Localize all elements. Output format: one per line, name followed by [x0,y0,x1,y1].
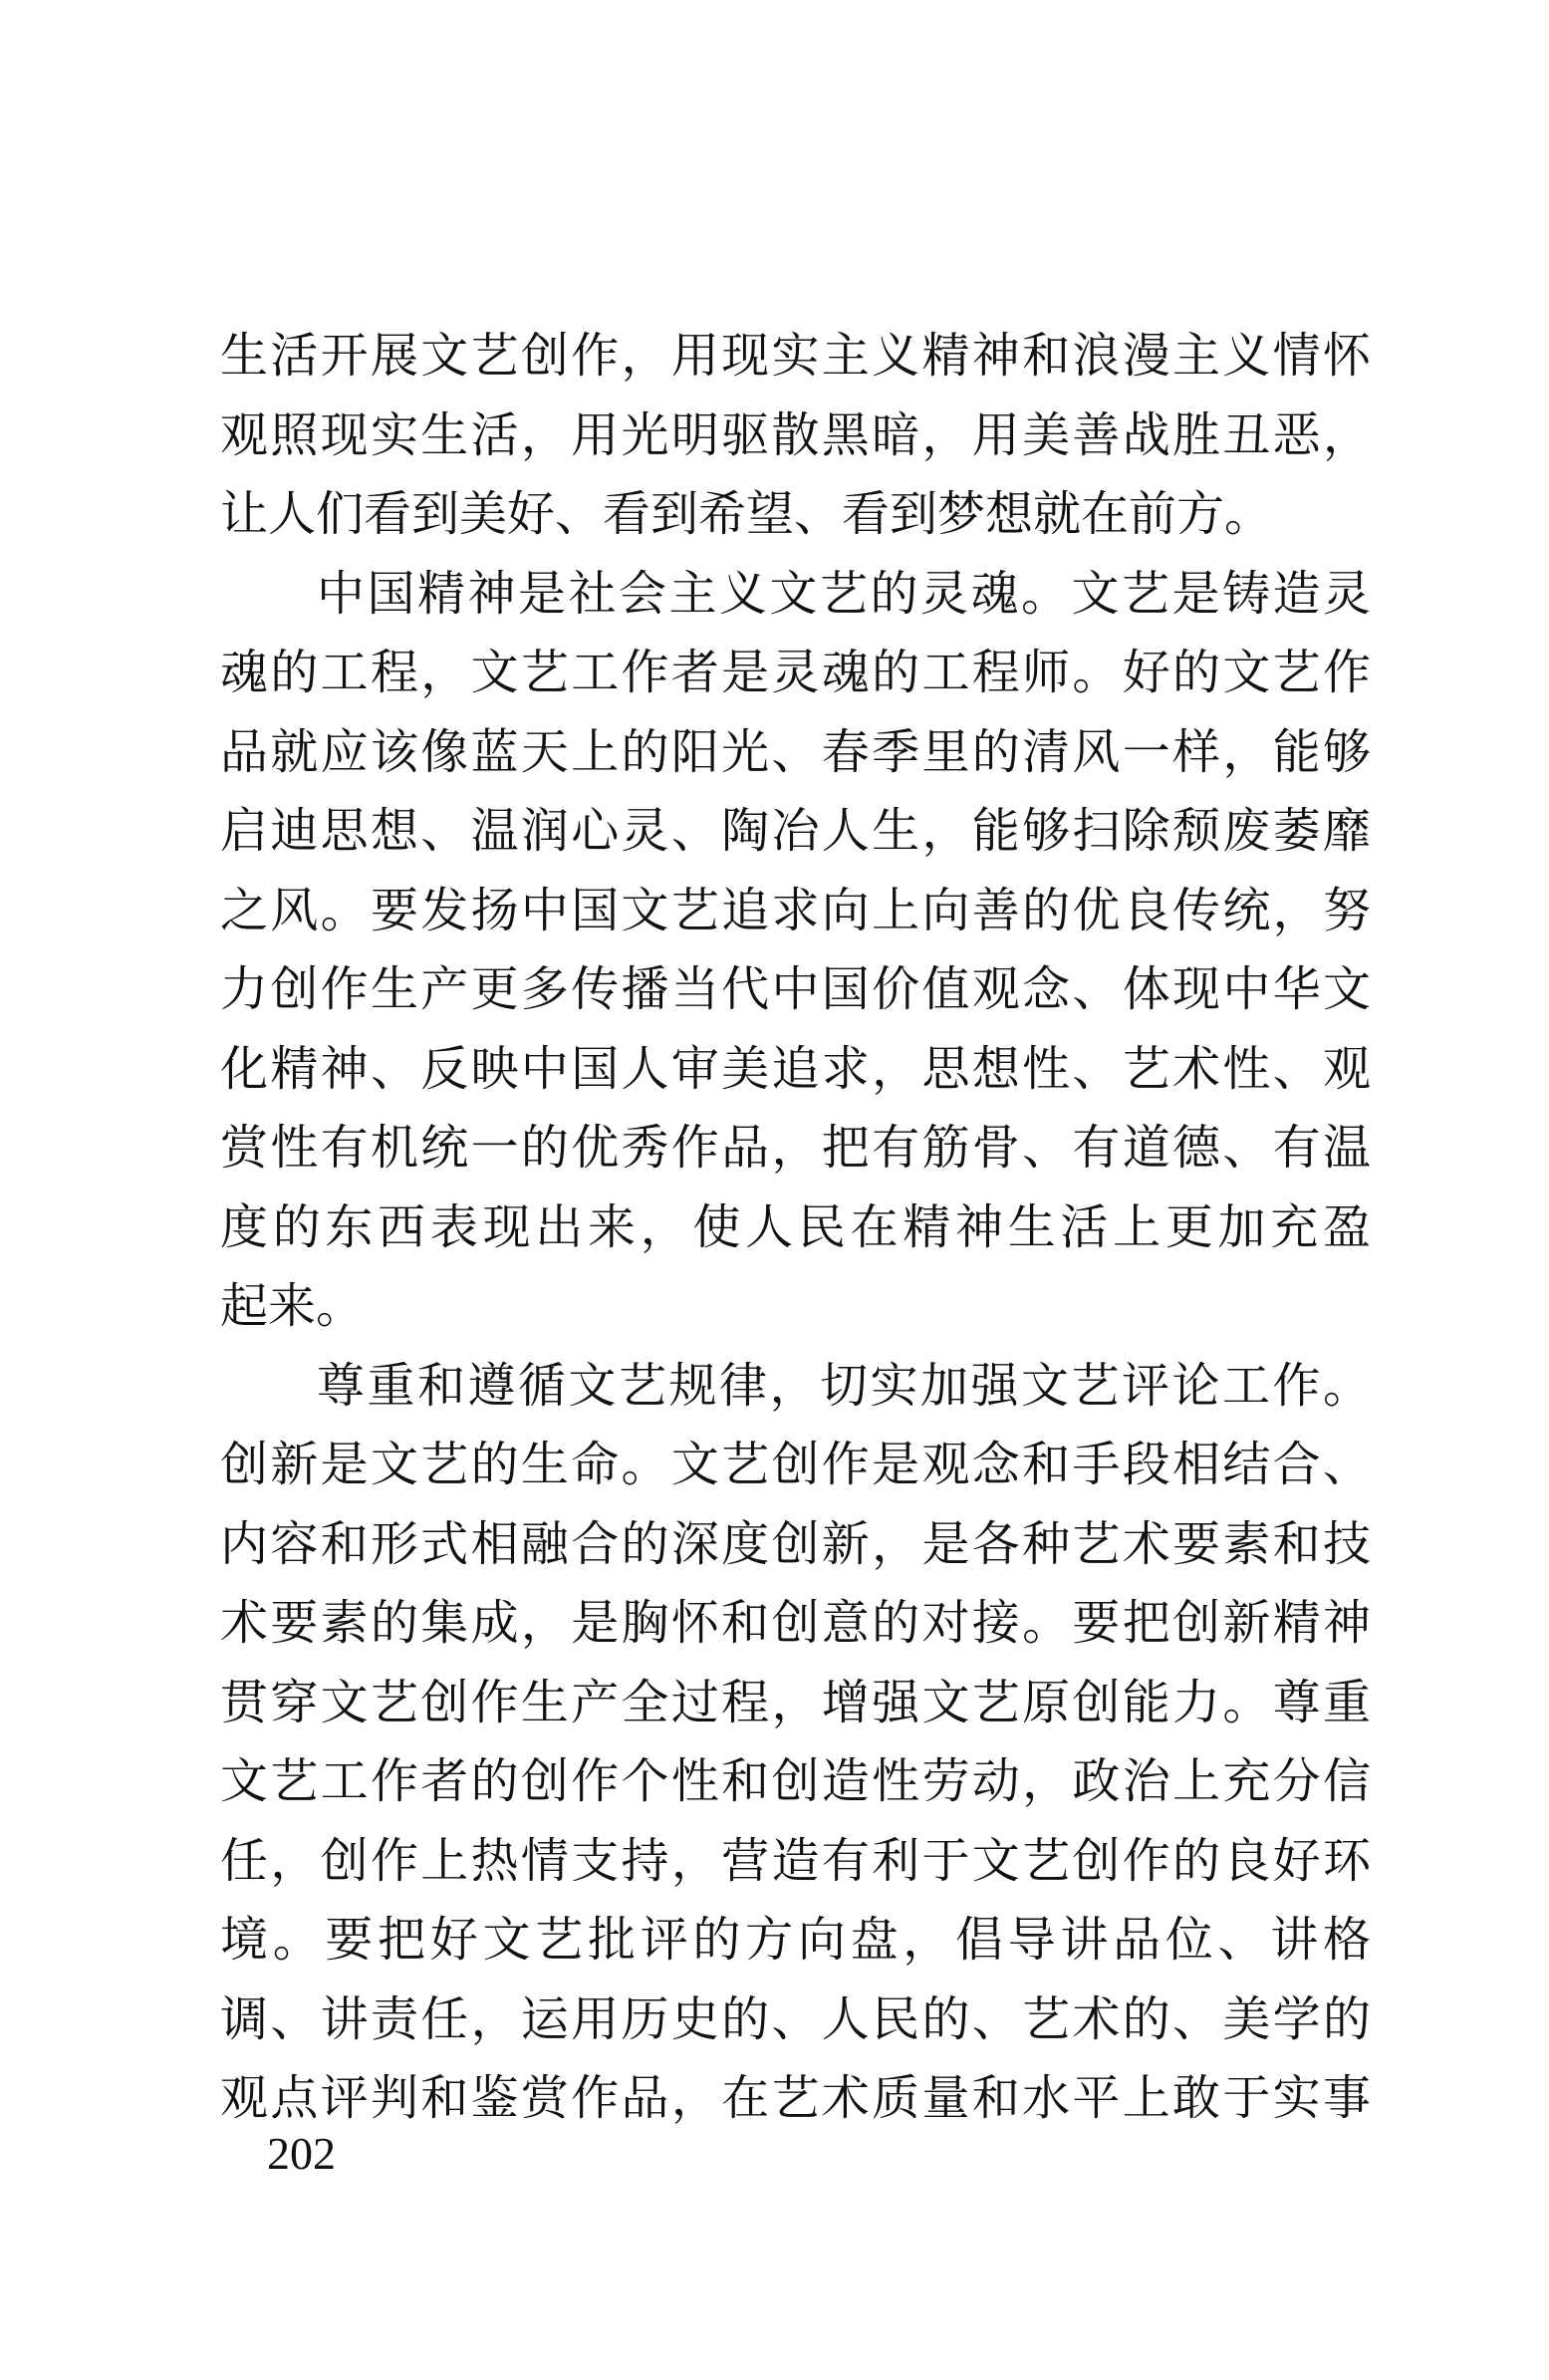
text-line: 内容和形式相融合的深度创新，是各种艺术要素和技 [220,1515,1371,1572]
text-line: 文艺工作者的创作个性和创造性劳动，政治上充分信 [220,1753,1371,1809]
text-line: 贯穿文艺创作生产全过程，增强文艺原创能力。尊重 [220,1674,1371,1730]
text-line: 创新是文艺的生命。文艺创作是观念和手段相结合、 [220,1437,1371,1492]
body-text [220,317,1371,2139]
text-line: 魂的工程，文艺工作者是灵魂的工程师。好的文艺作 [220,645,1371,700]
text-line: 境。要把好文艺批评的方向盘，倡导讲品位、讲格 [220,1912,1371,1968]
text-line: 之风。要发扬中国文艺追求向上向善的优良传统，努 [220,882,1371,938]
text-line: 生活开展文艺创作，用现实主义精神和浪漫主义情怀 [220,328,1371,384]
text-line: 起来。 [220,1278,365,1334]
text-line: 观照现实生活，用光明驱散黑暗，用美善战胜丑恶， [220,406,1371,463]
text-line: 让人们看到美好、看到希望、看到梦想就在前方。 [220,486,1273,542]
text-line: 赏性有机统一的优秀作品，把有筋骨、有道德、有温 [220,1120,1371,1176]
text-line: 术要素的集成，是胸怀和创意的对接。要把创新精神 [220,1595,1371,1651]
text-line: 度的东西表现出来，使人民在精神生活上更加充盈 [220,1198,1371,1255]
text-line: 品就应该像蓝天上的阳光、春季里的清风一样，能够 [220,723,1371,780]
text-line: 尊重和遵循文艺规律，切实加强文艺评论工作。 [317,1357,1371,1414]
text-line: 启迪思想、温润心灵、陶冶人生，能够扫除颓废萎靡 [220,803,1371,859]
text-line: 任，创作上热情支持，营造有利于文艺创作的良好环 [220,1832,1371,1889]
text-line: 中国精神是社会主义文艺的灵魂。文艺是铸造灵 [317,565,1371,622]
page-number: 202 [267,2128,336,2179]
text-line: 观点评判和鉴赏作品，在艺术质量和水平上敢于实事 [220,2070,1371,2126]
text-line: 化精神、反映中国人审美追求，思想性、艺术性、观 [220,1040,1371,1097]
text-line: 力创作生产更多传播当代中国价值观念、体现中华文 [220,961,1371,1017]
text-line: 调、讲责任，运用历史的、人民的、艺术的、美学的 [220,1990,1371,2047]
